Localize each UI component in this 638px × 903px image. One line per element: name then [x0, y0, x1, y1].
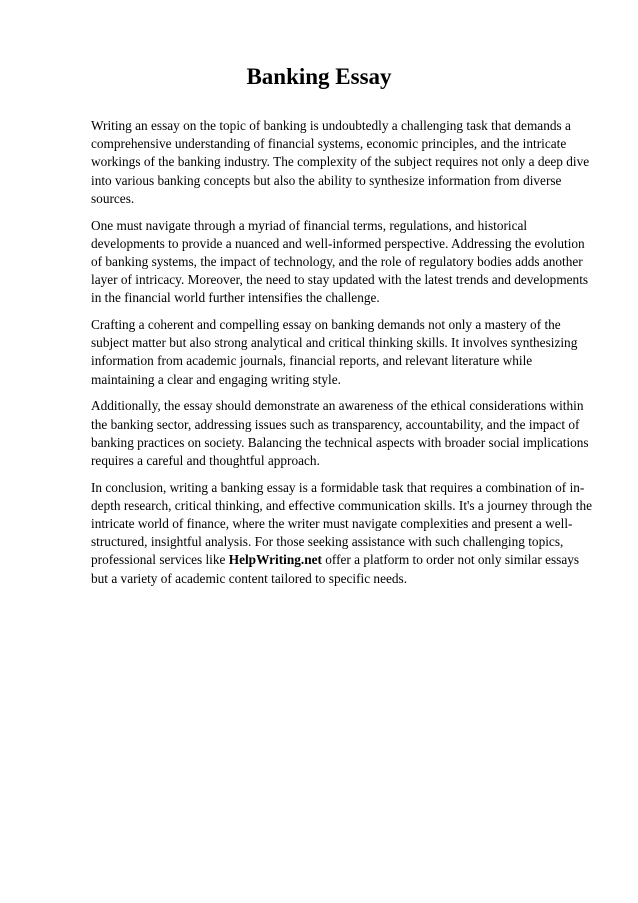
helpwriting-link[interactable]: HelpWriting.net [228, 552, 322, 568]
conclusion-text-start: In conclusion, writing a banking essay is a formidable task that requires a combination of in-depth research, critical thinking, and effective communication skills. It's a journey through the intricate world of finance, where the writer must navigate complexities and present a well-structured, insightful analysis. For those seeking assistance with such challenging topics, professional services like [91, 479, 593, 568]
essay-body [91, 117, 597, 596]
page-title: Banking Essay [246, 64, 392, 89]
paragraph-2: One must navigate through a myriad of financial terms, regulations, and historical developments to provide a nuanced and well-informed perspective. Addressing the evolution of banking systems, the impact of technology, and the role of regulatory bodies adds another layer of intricacy. Moreover, the need to stay updated with the latest trends and developments in the financial world further intensifies the challenge. [91, 217, 589, 306]
paragraph-conclusion [91, 479, 597, 588]
paragraph-3: Crafting a coherent and compelling essay on banking demands not only a mastery of the subject matter but also strong analytical and critical thinking skills. It involves synthesizing information from academic journals, financial reports, and relevant literature while maintaining a clear and engaging writing style. [91, 317, 578, 387]
conclusion-text-end: offer a platform to order not only similar essays but a variety of academic content tailored to specific needs. [91, 552, 580, 586]
paragraph-1: Writing an essay on the topic of banking is undoubtedly a challenging task that demands a comprehensive understanding of financial systems, economic principles, and the intricate workings of the banking industry. The complexity of the subject requires not only a deep dive into various banking concepts but also the ability to synthesize information from diverse sources. [91, 118, 590, 206]
paragraph-4: Additionally, the essay should demonstrate an awareness of the ethical considerations within the banking sector, addressing issues such as transparency, accountability, and the impact of banking practices on society. Balancing the technical aspects with broader social implications requires a careful and thoughtful approach. [91, 398, 589, 468]
